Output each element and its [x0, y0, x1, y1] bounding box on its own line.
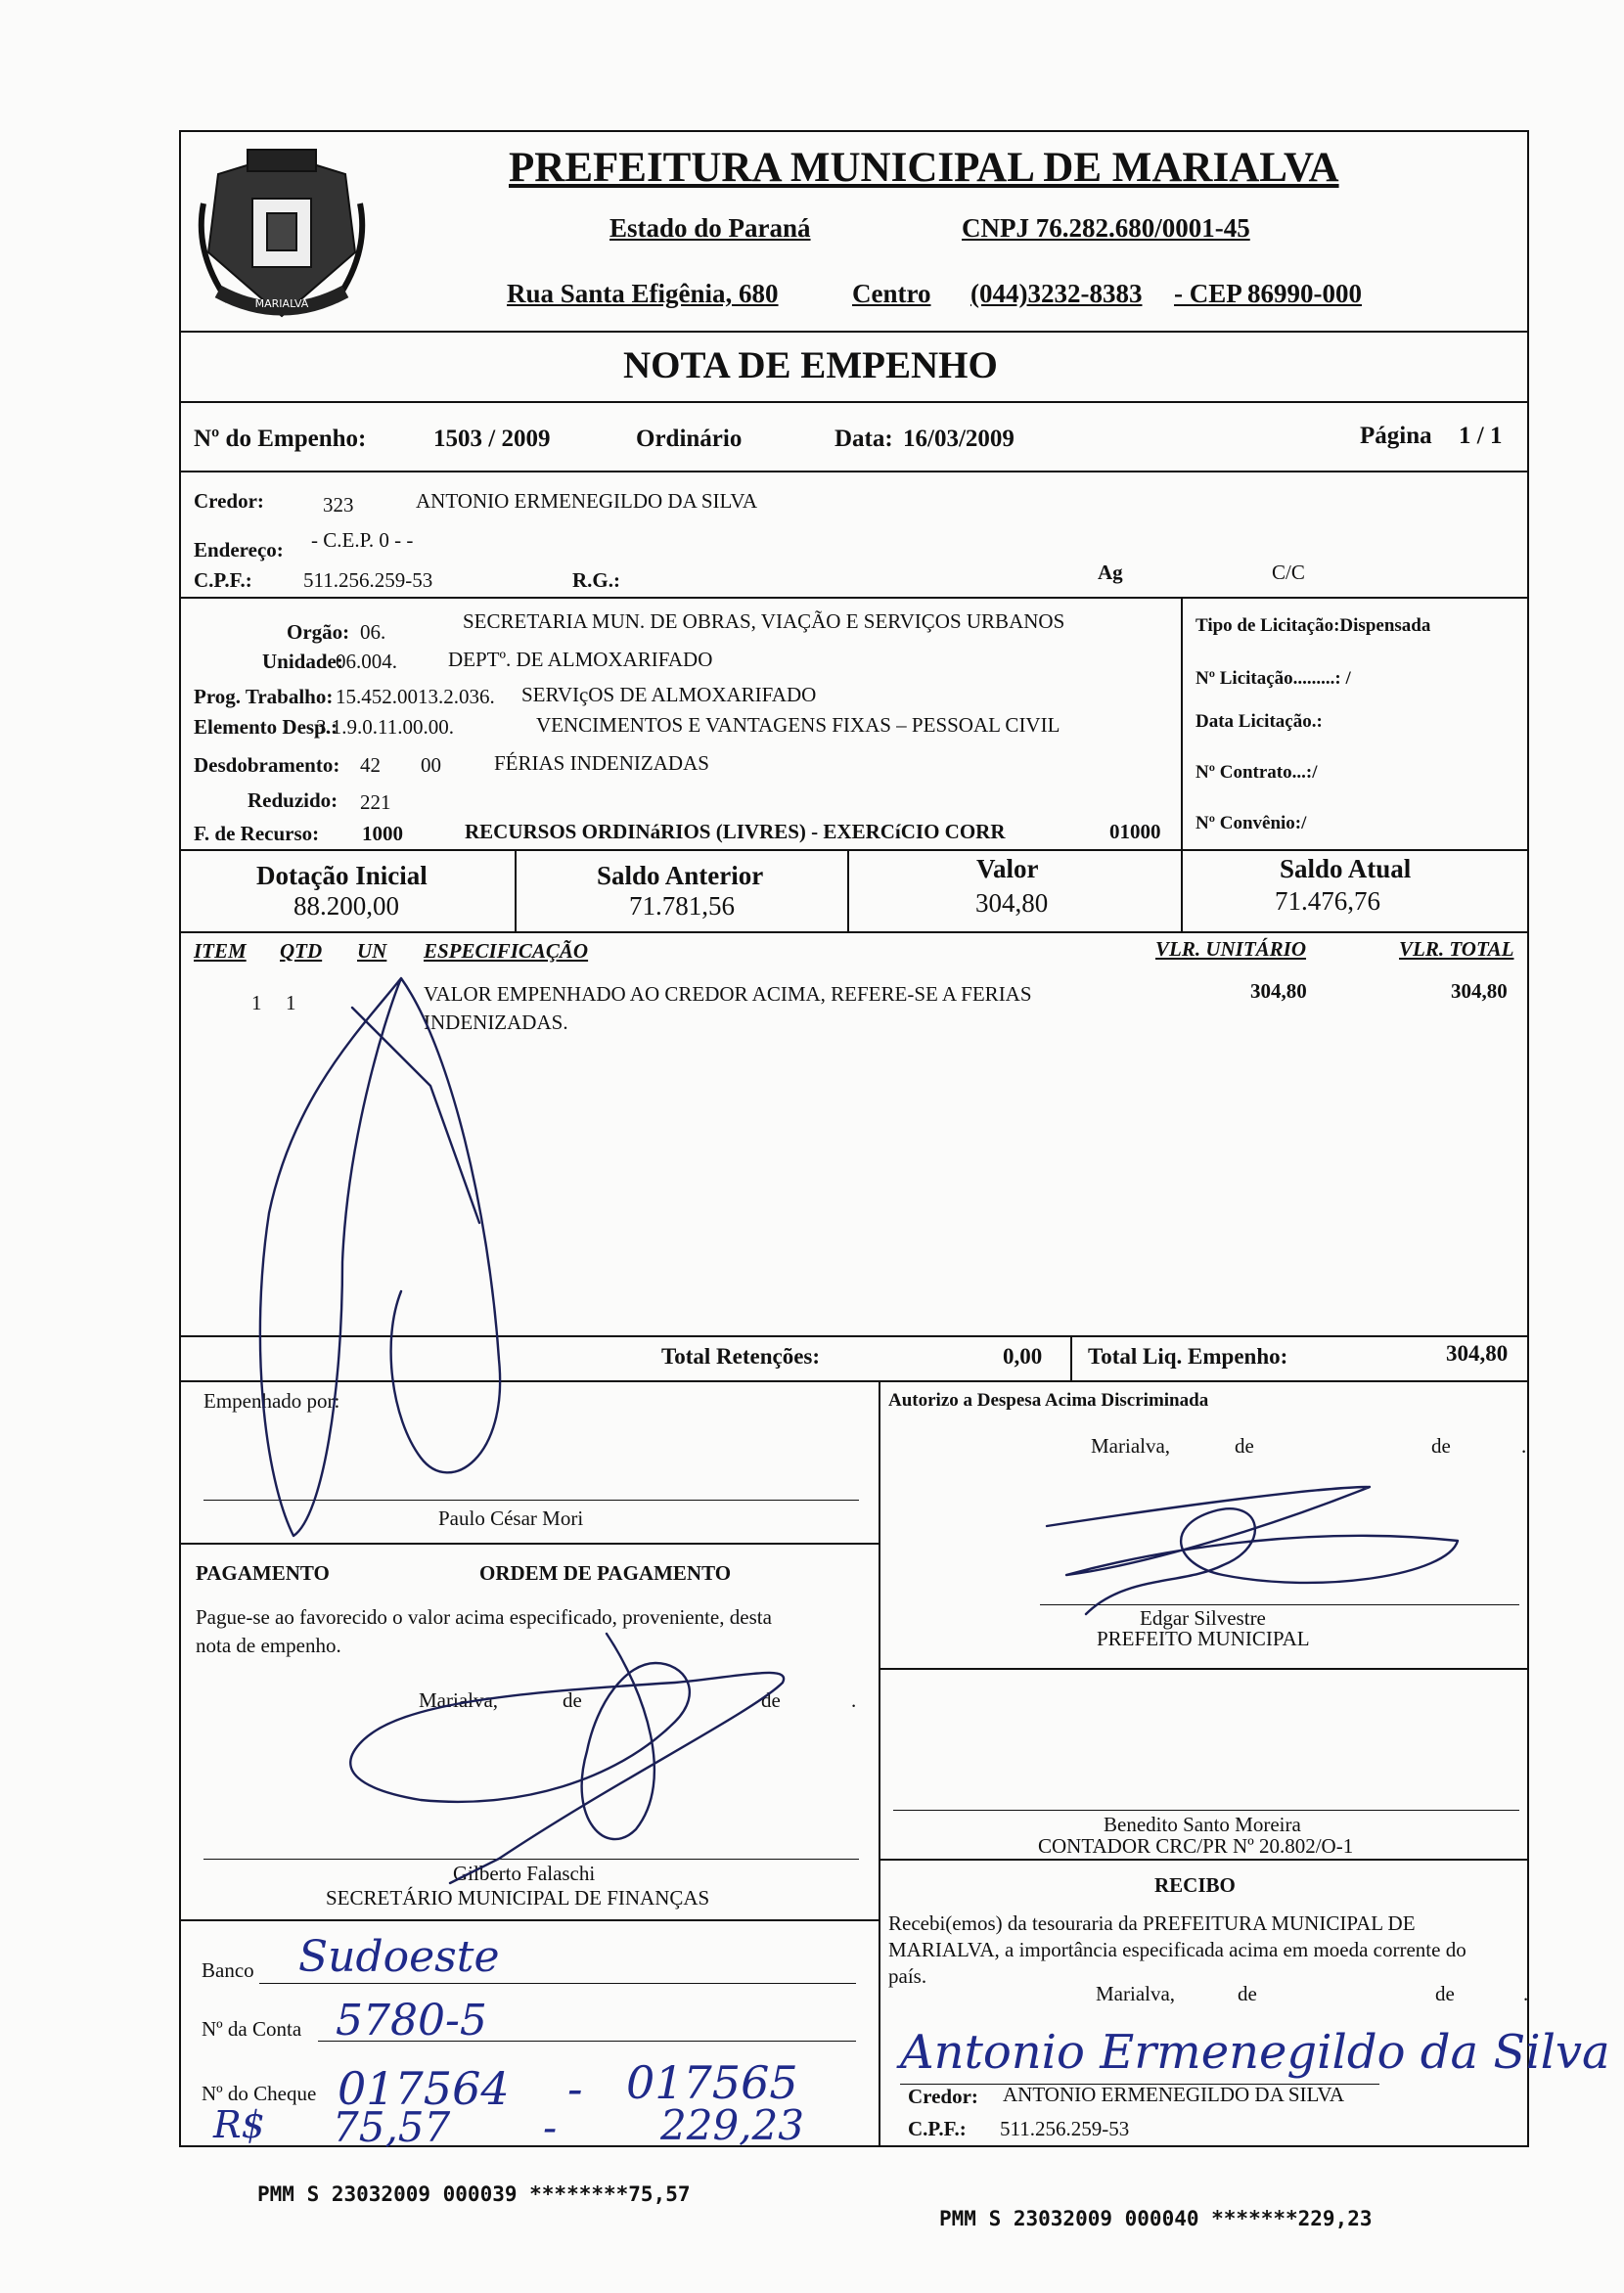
retencoes-value: 0,00 — [1003, 1344, 1043, 1369]
cheque-handwritten-2: 017565 — [626, 2056, 798, 2109]
contrato-number: Nº Contrato...:/ — [1195, 762, 1318, 783]
ordem-label: ORDEM DE PAGAMENTO — [479, 1561, 732, 1585]
desdobramento-code: 42 — [360, 753, 381, 777]
licitacao-date: Data Licitação.: — [1195, 711, 1323, 732]
prog-label: Prog. Trabalho: — [194, 685, 334, 708]
licitacao-number: Nº Licitação.........: / — [1195, 668, 1351, 689]
divider-budget — [179, 849, 1529, 851]
conta-label: Nº da Conta — [202, 2017, 302, 2041]
secretario-role: SECRETÁRIO MUNICIPAL DE FINANÇAS — [326, 1886, 710, 1910]
prefeito-signature — [1027, 1467, 1477, 1634]
desdobramento-name: FÉRIAS INDENIZADAS — [494, 751, 709, 775]
empenho-type: Ordinário — [636, 426, 743, 452]
reduzido-label: Reduzido: — [248, 788, 338, 812]
banco-handwritten: Sudoeste — [298, 1932, 500, 1982]
recurso-label: F. de Recurso: — [194, 822, 320, 845]
recibo-text-2: MARIALVA, a importância especificada acima em moeda corrente do — [888, 1938, 1466, 1961]
recurso-name: RECURSOS ORDINáRIOS (LIVRES) - EXERCíCIO CORR — [465, 820, 1006, 843]
liquido-value: 304,80 — [1446, 1341, 1509, 1366]
recibo-text-3: país. — [888, 1964, 927, 1988]
col-header-item: ITEM — [194, 939, 247, 963]
credor-label: Credor: — [194, 489, 264, 513]
retencoes-label: Total Retenções: — [661, 1344, 821, 1369]
empenhado-label: Empenhado por: — [203, 1389, 340, 1413]
large-signature-loop — [254, 968, 567, 1555]
prog-code: 15.452.0013.2.036. — [336, 685, 495, 708]
prefeito-name: Edgar Silvestre — [1140, 1606, 1266, 1630]
autorizo-de2: de — [1431, 1434, 1451, 1458]
elemento-code: 3.1.9.0.11.00.00. — [316, 715, 454, 739]
elemento-name: VENCIMENTOS E VANTAGENS FIXAS – PESSOAL CIVIL — [536, 713, 1060, 737]
divider-signature-columns — [879, 1380, 880, 2147]
prog-name: SERVIçOS DE ALMOXARIFADO — [521, 683, 817, 706]
liquido-label: Total Liq. Empenho: — [1088, 1344, 1288, 1369]
ag-label: Ag — [1098, 561, 1123, 584]
contador-role: CONTADOR CRC/PR Nº 20.802/O-1 — [1038, 1834, 1354, 1858]
rg-label: R.G.: — [572, 568, 620, 592]
recurso-code2: 01000 — [1109, 820, 1161, 843]
recibo-city: Marialva, — [1096, 1982, 1176, 2005]
recibo-text-1: Recebi(emos) da tesouraria da PREFEITURA MUNICIPAL DE — [888, 1911, 1416, 1935]
recibo-credor-name: ANTONIO ERMENEGILDO DA SILVA — [1003, 2083, 1345, 2106]
address: Rua Santa Efigênia, 680 — [507, 279, 779, 308]
recibo-de2: de — [1435, 1982, 1455, 2005]
contador-name: Benedito Santo Moreira — [1104, 1813, 1301, 1836]
document-title: NOTA DE EMPENHO — [623, 344, 998, 386]
pagamento-city: Marialva, — [419, 1688, 499, 1712]
valor-label: Valor — [976, 854, 1039, 883]
valor-value: 304,80 — [975, 888, 1049, 918]
orgao-name: SECRETARIA MUN. DE OBRAS, VIAÇÃO E SERVIÇOS URBANOS — [463, 609, 1065, 633]
elemento-label: Elemento Desp.: — [194, 715, 338, 739]
recibo-cpf: 511.256.259-53 — [1000, 2117, 1130, 2140]
pagamento-de1: de — [563, 1688, 582, 1712]
empenhado-name: Paulo César Mori — [438, 1506, 584, 1530]
atual-value: 71.476,76 — [1275, 886, 1380, 916]
anterior-label: Saldo Anterior — [597, 861, 764, 890]
prefeito-role: PREFEITO MUNICIPAL — [1097, 1627, 1310, 1650]
credor-code: 323 — [323, 493, 354, 517]
recibo-label: RECIBO — [1154, 1873, 1236, 1897]
seal-text: MARIALVA — [254, 297, 309, 310]
cep: - CEP 86990-000 — [1174, 279, 1362, 308]
page-number: 1 / 1 — [1459, 423, 1503, 449]
district: Centro — [852, 279, 931, 308]
conta-handwritten: 5780-5 — [336, 1996, 487, 2046]
stamp-left: PMM S 23032009 000039 ********75,57 — [257, 2182, 691, 2206]
divider-licitacao — [1181, 597, 1183, 849]
banco-label: Banco — [202, 1958, 254, 1982]
licitacao-type: Tipo de Licitação:Dispensada — [1195, 615, 1431, 636]
credor-signature: Antonio Ermenegildo da Silva — [900, 2025, 1610, 2080]
stamp-right: PMM S 23032009 000040 *******229,23 — [939, 2207, 1373, 2230]
recibo-de1: de — [1238, 1982, 1257, 2005]
recibo-cpf-label: C.P.F.: — [908, 2117, 967, 2140]
col-header-un: UN — [357, 939, 387, 963]
atual-label: Saldo Atual — [1280, 854, 1412, 883]
desdobramento-sub: 00 — [421, 753, 441, 777]
recurso-code: 1000 — [362, 822, 403, 845]
empenho-number: 1503 / 2009 — [433, 426, 551, 452]
date-value: 16/03/2009 — [903, 426, 1015, 452]
item-number: 1 — [251, 991, 262, 1014]
col-header-qtd: QTD — [280, 939, 323, 963]
autorizo-de1: de — [1235, 1434, 1254, 1458]
state-name: Estado do Paraná — [609, 213, 811, 243]
item-espec-line1: VALOR EMPENHADO AO CREDOR ACIMA, REFERE-SE A FERIAS — [424, 982, 1032, 1006]
item-qtd: 1 — [286, 991, 296, 1014]
anterior-value: 71.781,56 — [629, 891, 735, 921]
secretario-name: Gilberto Falaschi — [453, 1862, 596, 1885]
unidade-name: DEPTº. DE ALMOXARIFADO — [448, 648, 713, 671]
pagamento-de2: de — [761, 1688, 781, 1712]
divider-credor — [179, 597, 1529, 599]
amount-prefix-handwritten: R$ — [213, 2103, 265, 2146]
orgao-label: Orgão: — [287, 620, 350, 644]
credor-address: - C.E.P. 0 - - — [311, 528, 414, 552]
page-label: Página — [1360, 423, 1432, 449]
unidade-label: Unidade: — [262, 650, 343, 673]
divider-header — [179, 331, 1529, 333]
credor-cpf: 511.256.259-53 — [303, 568, 433, 592]
address-label: Endereço: — [194, 538, 284, 562]
divider-empenho — [179, 471, 1529, 472]
dotacao-label: Dotação Inicial — [256, 861, 428, 890]
divider-saldos — [179, 931, 1529, 933]
autorizo-label: Autorizo a Despesa Acima Discriminada — [888, 1390, 1209, 1411]
col-header-total: VLR. TOTAL — [1399, 937, 1514, 961]
cheque-label: Nº do Cheque — [202, 2082, 317, 2105]
col-header-espec: ESPECIFICAÇÃO — [424, 939, 589, 963]
divider-title — [179, 401, 1529, 403]
empenho-number-label: Nº do Empenho: — [194, 426, 367, 452]
convenio-number: Nº Convênio:/ — [1195, 813, 1307, 833]
cnpj: CNPJ 76.282.680/0001-45 — [962, 213, 1250, 243]
item-unit-value: 304,80 — [1250, 979, 1307, 1003]
cc-label: C/C — [1272, 561, 1305, 584]
pagamento-text-2: nota de empenho. — [196, 1634, 341, 1657]
item-espec-line2: INDENIZADAS. — [424, 1011, 568, 1034]
cpf-label: C.P.F.: — [194, 568, 252, 592]
cheque-handwritten-1: 017564 — [338, 2062, 510, 2115]
desdobramento-label: Desdobramento: — [194, 753, 340, 777]
municipal-seal — [189, 145, 375, 337]
autorizo-city: Marialva, — [1091, 1434, 1171, 1458]
col-header-unit: VLR. UNITÁRIO — [1155, 937, 1307, 961]
dotacao-value: 88.200,00 — [293, 891, 399, 921]
pagamento-text-1: Pague-se ao favorecido o valor acima especificado, proveniente, desta — [196, 1605, 772, 1629]
reduzido-value: 221 — [360, 790, 391, 814]
unidade-code: 06.004. — [336, 650, 397, 673]
phone: (044)3232-8383 — [970, 279, 1143, 308]
orgao-code: 06. — [360, 620, 386, 644]
date-label: Data: — [835, 426, 893, 452]
secretario-signature — [323, 1604, 812, 1888]
item-total-value: 304,80 — [1451, 979, 1508, 1003]
pagamento-label: PAGAMENTO — [196, 1561, 330, 1585]
page-title: PREFEITURA MUNICIPAL DE MARIALVA — [509, 145, 1339, 191]
amount-handwritten-1: 75,57 — [333, 2103, 451, 2151]
credor-name: ANTONIO ERMENEGILDO DA SILVA — [416, 489, 758, 513]
amount-handwritten-2: 229,23 — [660, 2101, 804, 2149]
recibo-credor-label: Credor: — [908, 2085, 978, 2108]
